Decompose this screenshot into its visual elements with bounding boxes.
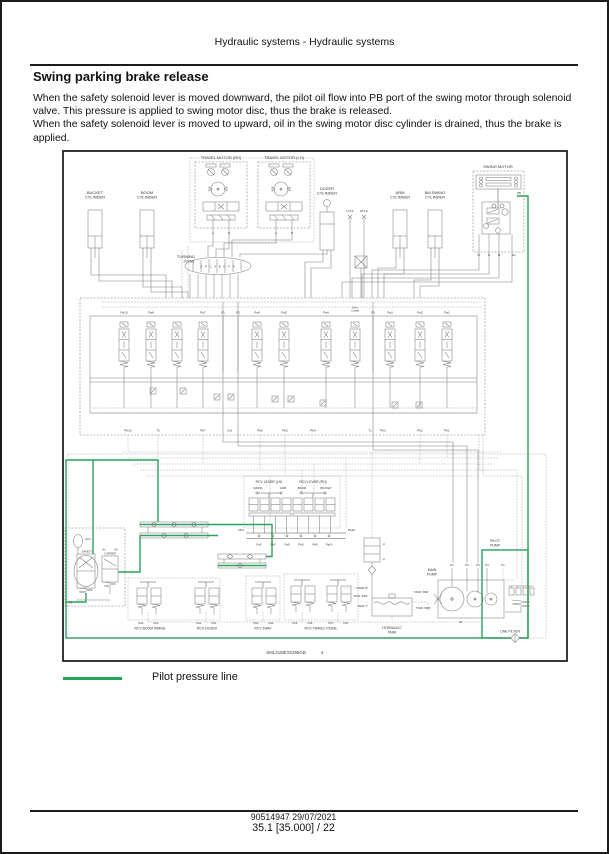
port-rcv-pb6: Pb6 bbox=[292, 621, 298, 625]
label-main-pump: MAIN PUMP bbox=[427, 568, 437, 577]
port-travel-lh-b: B bbox=[291, 231, 293, 235]
hydraulic-schematic bbox=[62, 150, 568, 662]
port-travel-lh-a: A bbox=[275, 231, 277, 235]
label-line-filter: LINE FILTER bbox=[500, 629, 520, 634]
port-pa10: Pa10 bbox=[120, 310, 128, 315]
travel-motors-boundary bbox=[190, 158, 314, 242]
label-hydraulic-tank: HYDRAULIC TANK bbox=[382, 626, 402, 635]
paragraph-2: When the safety solenoid lever is moved to upward, oil in the swing motor disc cylinder is drained, thus the brake is applied. bbox=[33, 119, 562, 144]
label-rcv-2way: RCV 2WAY bbox=[254, 626, 272, 631]
label-turning-joint: TURNING JOINT bbox=[176, 254, 195, 264]
port-arm-crowd: Arm Crowd bbox=[350, 305, 360, 313]
pilot-check-points bbox=[346, 209, 368, 298]
label-b1: B1 bbox=[459, 620, 463, 624]
label-dozer-cylinder: DOZER CYLINDER bbox=[316, 186, 338, 196]
port-pump-p3: P3 bbox=[476, 563, 480, 567]
port-pump-p4: P4 bbox=[485, 563, 489, 567]
legend-pilot-line-swatch bbox=[63, 677, 122, 680]
page-title: Swing parking brake release bbox=[33, 69, 209, 84]
label-two-speed-solenoid: 2-SPEED bbox=[104, 551, 116, 556]
label-a2: A2 bbox=[114, 547, 118, 552]
label-rcv-lh-arm: ARM bbox=[279, 486, 287, 490]
label-boom-cylinder: BOOM CYLINDER bbox=[136, 190, 158, 200]
label-rcv-rh-bucket: BUCKET bbox=[320, 486, 332, 490]
port-travel-rh-a: A bbox=[212, 231, 214, 235]
port-rcv-pa2: Pa2 bbox=[138, 621, 144, 625]
label-a1: A1 bbox=[102, 547, 106, 552]
label-accumulator: ACC bbox=[85, 537, 91, 541]
turning-joint-ports: S P C A B D F E bbox=[200, 264, 236, 269]
legend-pilot-line-label: Pilot pressure line bbox=[152, 671, 238, 683]
rcv-dozer bbox=[195, 582, 219, 631]
body-paragraphs bbox=[33, 92, 581, 145]
label-tank-dr1: TANK 'DR1' bbox=[353, 594, 368, 598]
boom-cylinder bbox=[137, 190, 188, 298]
label-pilot-pump: PILOT PUMP bbox=[490, 539, 500, 548]
port-pa2: Pa2 bbox=[417, 310, 423, 315]
label-tank-p: TANK 'P' bbox=[357, 586, 368, 590]
port-pb1: Pb1 bbox=[444, 428, 450, 433]
label-rcv-dozer: RCV DOZER bbox=[197, 626, 217, 631]
port-pb3: Pb3 bbox=[380, 428, 386, 433]
travel-motor-lh bbox=[258, 155, 310, 235]
pilot-pressure-lines bbox=[66, 196, 528, 638]
port-swing-pb: PB bbox=[517, 191, 521, 195]
label-rh-a: RH-A bbox=[360, 209, 368, 213]
port-row-pb9: Pb9 bbox=[312, 542, 318, 547]
label-swing-motor: SWING MOTOR bbox=[483, 164, 513, 169]
port-swing-b: B bbox=[488, 253, 490, 257]
port-swing-dr: Dr bbox=[477, 253, 481, 257]
inline-filter bbox=[355, 256, 367, 298]
label-arm-cylinder: ARM CYLINDER bbox=[389, 190, 411, 200]
line-filter bbox=[500, 630, 520, 643]
footer-page-number: 35.1 [35.000] / 22 bbox=[252, 822, 335, 834]
port-rcv-pb3: Pb3 bbox=[238, 528, 244, 532]
rcv-2way bbox=[246, 576, 280, 631]
figure-border bbox=[63, 151, 567, 661]
port-solenoid-p1: P1 bbox=[69, 600, 73, 605]
port-pump-pc: Pc bbox=[501, 563, 505, 567]
port-row-pb8: Pb8 bbox=[298, 542, 304, 547]
travel-motor-rh bbox=[195, 155, 247, 235]
solenoid-valve-block bbox=[65, 528, 125, 606]
label-bucket-cylinder: BUCKET CYLINDER bbox=[84, 190, 106, 200]
port-pa6: Pa6 bbox=[254, 310, 260, 315]
port-rcv-pb1: Pb1 bbox=[211, 621, 217, 625]
port-rcv-pa1: Pa1 bbox=[196, 621, 202, 625]
port-pb6: Pb6 bbox=[257, 428, 263, 433]
label-lh-a: LH-A bbox=[346, 209, 354, 213]
label-tank-t: TANK 'T' bbox=[357, 604, 368, 608]
label-rcv-lh-swing: SWING bbox=[253, 486, 263, 490]
label-rcv-lever-lh: RCV LEVER (LH) bbox=[255, 480, 283, 484]
port-dr1: Dr1 bbox=[227, 428, 233, 433]
port-pa1: Pa1 bbox=[444, 310, 450, 315]
label-rcv-travel-pedal: RCV TRAVEL PEDAL bbox=[304, 626, 338, 631]
figure-caption-number: 4 bbox=[320, 650, 324, 655]
label-travel-motor-rh: TRAVEL MOTOR (RH) bbox=[200, 155, 242, 160]
label-rcv-lever-rh: RCV LEVER (RH) bbox=[299, 480, 327, 484]
port-row-pa9: Pa9 bbox=[284, 542, 290, 547]
swing-motor bbox=[342, 164, 524, 298]
port-pump-p2: P2 bbox=[465, 563, 469, 567]
port-pb4: Pb4 bbox=[310, 428, 316, 433]
bucket-cylinder bbox=[85, 190, 172, 298]
port-pump-p1: P1 bbox=[450, 563, 454, 567]
port-pa5: Pa5 bbox=[281, 310, 287, 315]
port-pb10: Pb10 bbox=[124, 428, 132, 433]
port-pa8: Pa8 bbox=[148, 310, 154, 315]
label-tank-dr3: TANK 'DR3' bbox=[416, 606, 431, 610]
figure-caption-code: SML21MEX0296GB bbox=[266, 650, 306, 655]
port-pb5: Pb5 bbox=[282, 428, 288, 433]
port-row-pa3: Pa3 bbox=[256, 542, 262, 547]
paragraph-1: When the safety solenoid lever is moved downward, the pilot oil flow into PB port of the swing motor through solenoid valve. This pressure is applied to swing motor disc, thus the brake is released. bbox=[33, 93, 572, 118]
pump-group bbox=[427, 435, 534, 624]
label-rcv-boom-swing: RCV BOOM SWING bbox=[134, 626, 166, 631]
port-rcv-pa6: Pa6 bbox=[307, 621, 313, 625]
port-swing-m: M bbox=[497, 253, 501, 257]
port-rcv-pb2: Pb2 bbox=[153, 621, 159, 625]
port-p1: P1 bbox=[221, 310, 225, 315]
pilot-pump-symbol bbox=[485, 593, 497, 605]
label-tank-dr2: TANK 'DR2' bbox=[414, 590, 429, 594]
port-rcv-pb7: Pb7 bbox=[328, 621, 334, 625]
label-bm-swing-cylinder: BM SWING CYLINDER bbox=[424, 190, 446, 200]
footer-doc-number: 90514947 29/07/2021 bbox=[250, 812, 337, 822]
port-relief-a: A bbox=[383, 542, 385, 546]
port-p3: P3 bbox=[371, 310, 375, 315]
port-pa7: Pa7 bbox=[200, 310, 206, 315]
label-travel-motor-lh: TRAVEL MOTOR (LH) bbox=[264, 155, 304, 160]
port-rcv-pa4: Pa4 bbox=[268, 621, 274, 625]
rcv-pilot-manifold bbox=[238, 522, 355, 547]
title-rule bbox=[30, 64, 578, 66]
port-t1: T1 bbox=[368, 428, 372, 433]
port-rcv-pb10: Pb10 bbox=[348, 528, 356, 532]
port-relief-c: C bbox=[383, 557, 386, 561]
rcv-lever-rh bbox=[293, 480, 335, 522]
port-row-pb5: Pb5 bbox=[270, 542, 276, 547]
port-swing-ds: Ds bbox=[512, 253, 516, 257]
turning-joint bbox=[177, 228, 327, 298]
port-pa4: Pa4 bbox=[323, 310, 329, 315]
port-pb2: Pb2 bbox=[417, 428, 423, 433]
pilot-signal-bus bbox=[122, 316, 502, 563]
port-pa3: Pa3 bbox=[387, 310, 393, 315]
port-rcv-pb4: Pb4 bbox=[253, 621, 259, 625]
page-header: Hydraulic systems - Hydraulic systems bbox=[214, 36, 395, 48]
port-p2: P2 bbox=[236, 310, 240, 315]
label-rcv-rh-boom: BOOM bbox=[297, 486, 307, 490]
label-safety-solenoid: SAFETY bbox=[81, 549, 93, 554]
port-t2: T2 bbox=[156, 428, 160, 433]
port-rcv-pa7: Pa7 bbox=[343, 621, 349, 625]
port-travel-rh-b: B bbox=[228, 231, 230, 235]
main-control-valve bbox=[80, 298, 485, 435]
port-pb7: Pb7 bbox=[200, 428, 206, 433]
port-row-pa10: Pa10 bbox=[325, 542, 333, 547]
